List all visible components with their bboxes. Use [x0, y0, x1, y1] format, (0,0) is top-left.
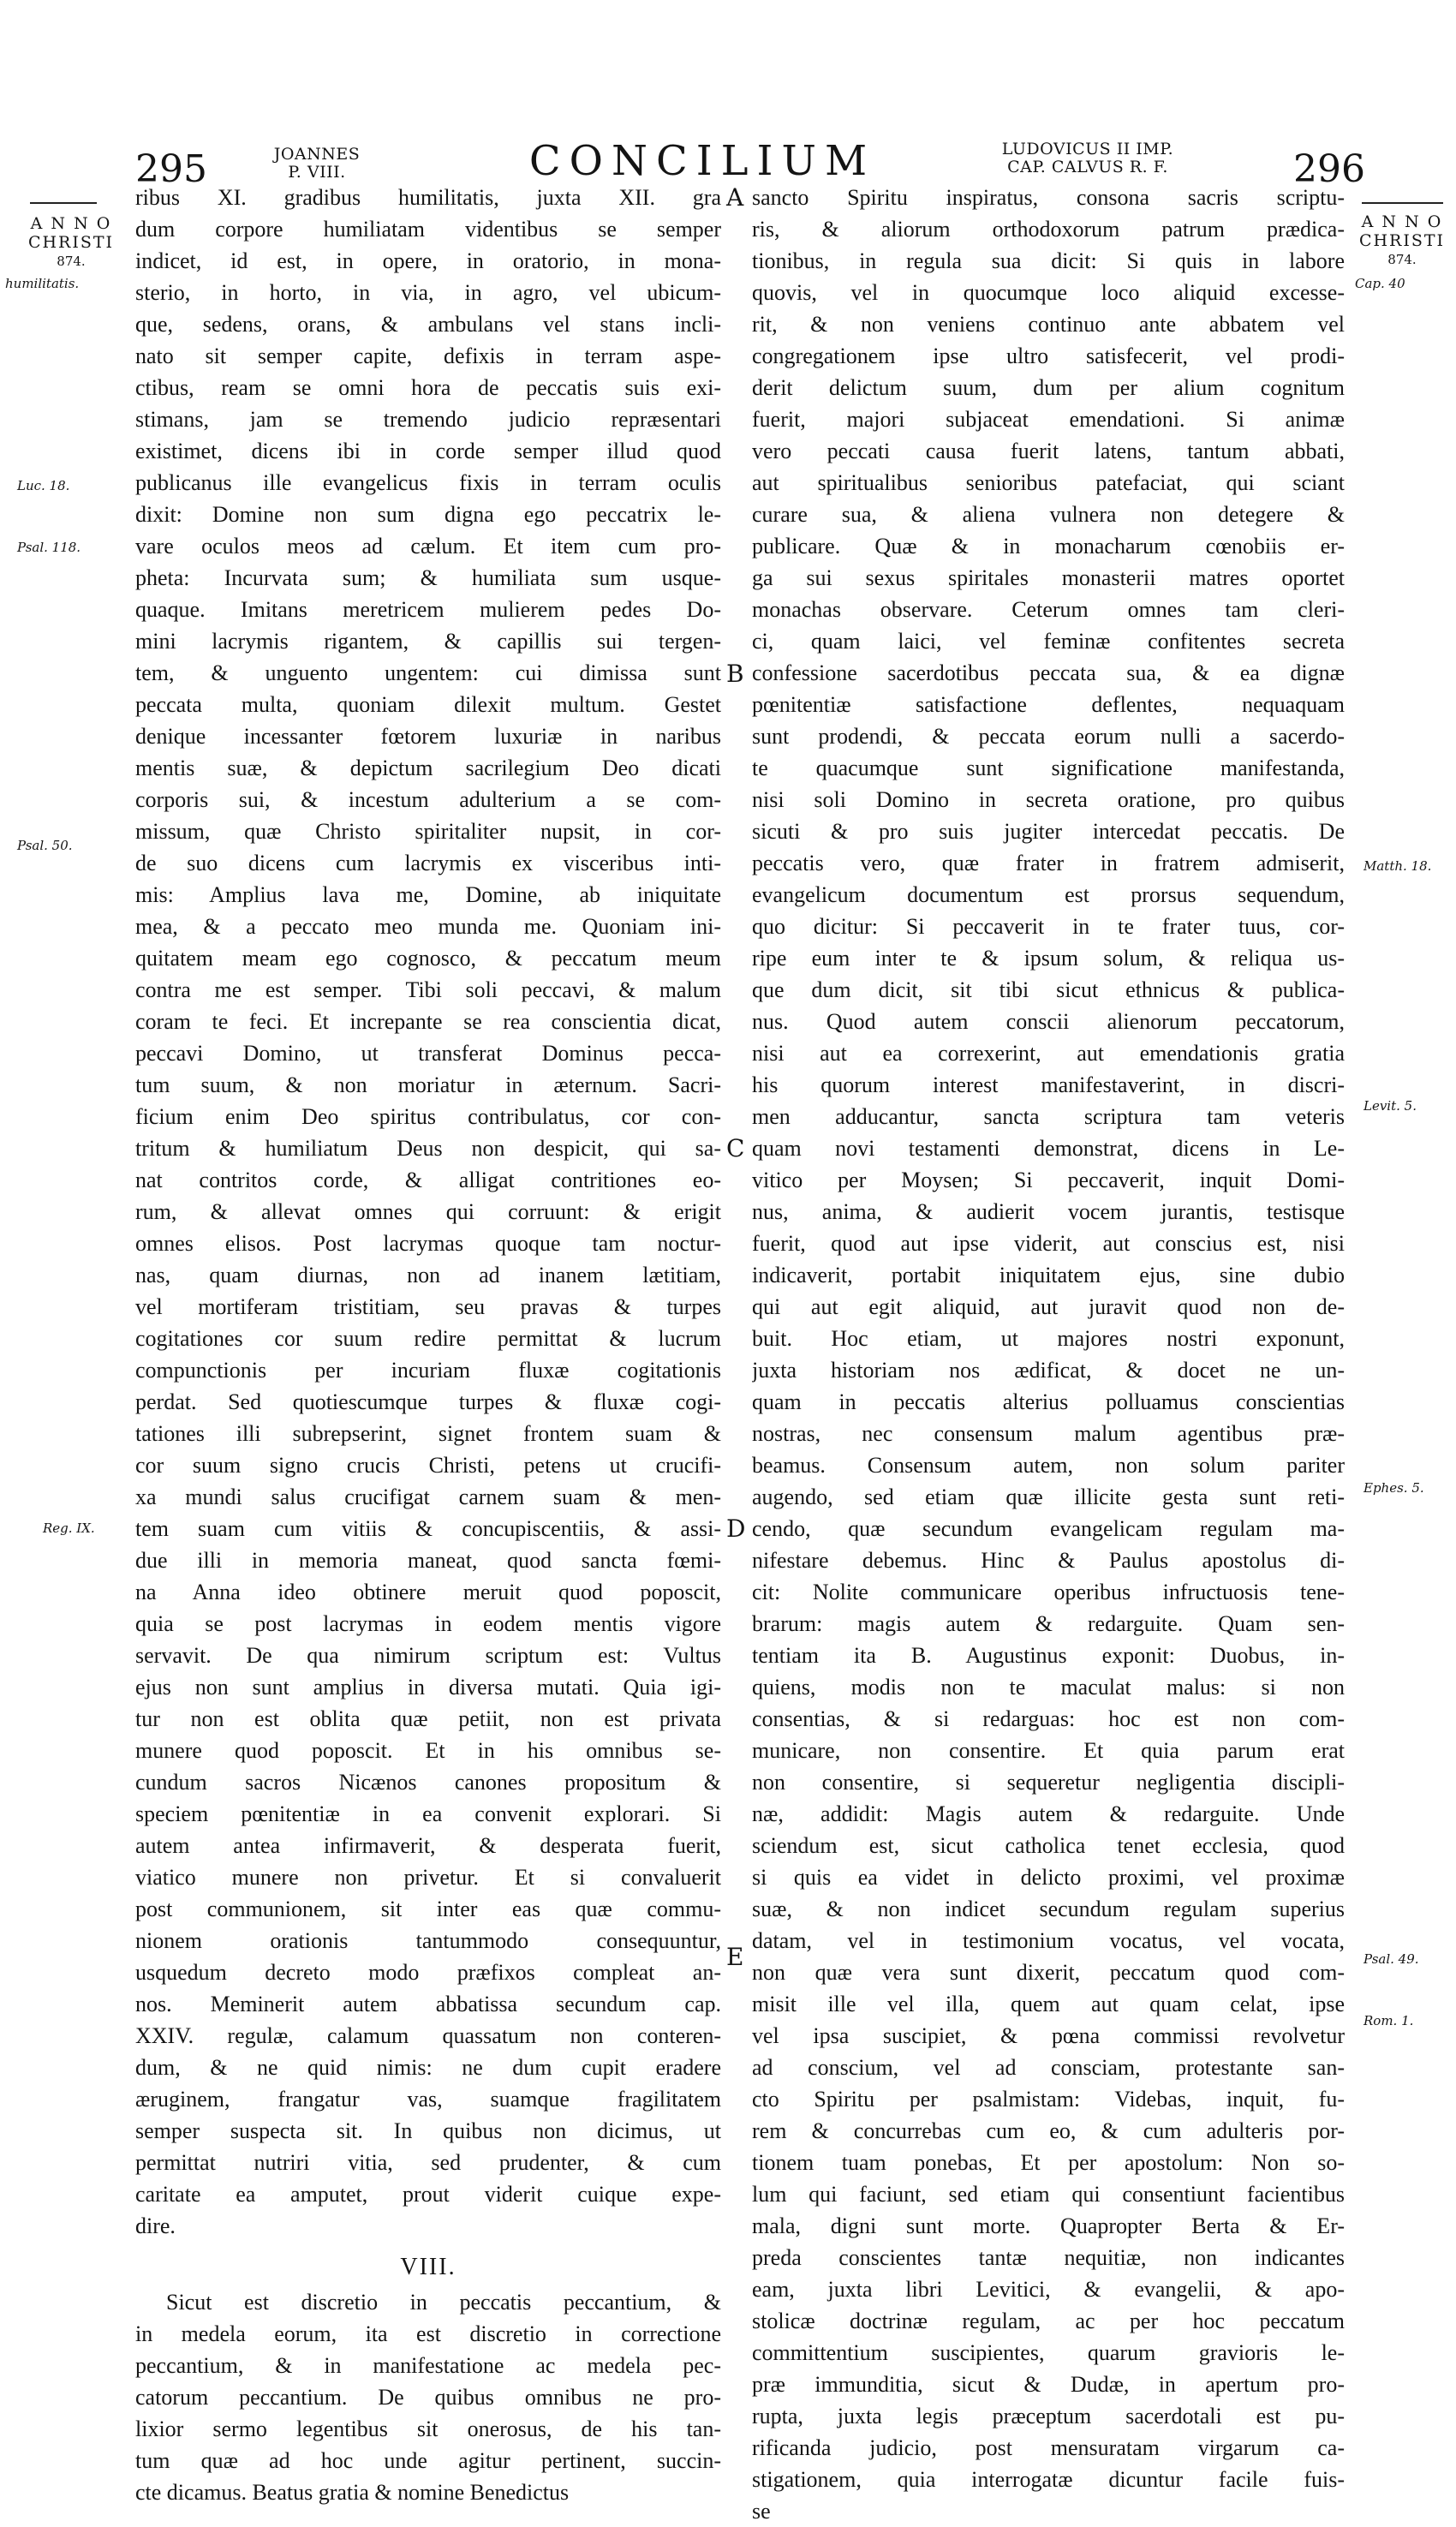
text-line: nato sit semper capite, defixis in terram aspe- — [135, 344, 721, 368]
text-line: fuerit, quod aut ipse viderit, aut conscius est, nisi — [752, 1231, 1345, 1256]
text-line: cendo, quæ secundum evangelicam regulam ma- — [752, 1516, 1345, 1541]
text-line: corporis sui, & incestum adulterium a se com- — [135, 787, 721, 812]
running-head-right-line2: CAP. CALVUS R. F. — [1007, 158, 1168, 176]
text-line: nus. Quod autem conscii alienorum peccatorum, — [752, 1009, 1345, 1034]
text-line: due illi in memoria maneat, quod sancta fœmi- — [135, 1548, 721, 1573]
text-line: nisi aut ea correxerint, aut emendationis gratia — [752, 1041, 1345, 1066]
text-line: mea, & a peccato meo munda me. Quoniam ini- — [135, 914, 721, 939]
text-line: publicanus ille evangelicus fixis in terram oculis — [135, 470, 721, 495]
text-line: nus, anima, & audierit vocem jurantis, testisque — [752, 1199, 1345, 1224]
margin-note-right: Rom. 1. — [1364, 2013, 1414, 2028]
text-line: vero peccati causa fuerit latens, tantum abbati, — [752, 439, 1345, 463]
margin-note-right: Matth. 18. — [1364, 858, 1432, 874]
text-line: congregationem ipse ultro satisfecerit, vel prodi- — [752, 344, 1345, 368]
text-line: sicuti & pro suis jugiter intercedat peccatis. De — [752, 819, 1345, 844]
anno-left-year: 874. — [57, 254, 86, 269]
section-heading: VIII. — [400, 2254, 456, 2280]
text-line: qui aut egit aliquid, aut juravit quod non de- — [752, 1294, 1345, 1319]
text-line: nat contritos corde, & alligat contritiones eo- — [135, 1168, 721, 1192]
running-head-right-line1: LUDOVICUS II IMP. — [1001, 140, 1174, 158]
text-line: cit: Nolite communicare operibus infructuosis tene- — [752, 1580, 1345, 1604]
text-line: nifestare debemus. Hinc & Paulus apostolus di- — [752, 1548, 1345, 1573]
text-line: rupta, juxta legis præceptum sacerdotali est pu- — [752, 2404, 1345, 2428]
text-line: peccantium, & in manifestatione ac medela pec- — [135, 2353, 721, 2378]
text-line: tur non est oblita quæ petiit, non est privata — [135, 1706, 721, 1731]
text-line: nionem orationis tantummodo consequuntur, — [135, 1928, 721, 1953]
text-line: his quorum interest manifestaverint, in discri- — [752, 1072, 1345, 1097]
text-line: municare, non consentire. Et quia parum erat — [752, 1738, 1345, 1763]
text-line: buit. Hoc etiam, ut majores nostri exponunt, — [752, 1326, 1345, 1351]
text-line: permittat nutriri vitia, sed prudenter, & cum — [135, 2150, 721, 2175]
margin-note-right: Levit. 5. — [1364, 1098, 1417, 1114]
text-line: misit ille vel illa, quem aut quam celat, ipse — [752, 1992, 1345, 2016]
text-line: sciendum est, sicut catholica tenet ecclesia, quod — [752, 1833, 1345, 1858]
page-title: CONCILIUM — [528, 137, 876, 185]
text-line: peccata multa, quoniam dilexit multum. Gestet — [135, 692, 721, 717]
text-line: rum, & allevat omnes qui corruunt: & erigit — [135, 1199, 721, 1224]
text-line: caritate ea amputet, prout viderit cuique expe- — [135, 2182, 721, 2207]
text-line: nos. Meminerit autem abbatissa secundum cap. — [135, 1992, 721, 2016]
text-line: de suo dicens cum lacrymis ex visceribus inti- — [135, 851, 721, 875]
text-line: peccatis vero, quæ frater in fratrem admiserit, — [752, 851, 1345, 875]
text-line: quam in peccatis alterius polluamus conscientias — [752, 1389, 1345, 1414]
text-line: mala, digni sunt morte. Quapropter Berta & Er- — [752, 2213, 1345, 2238]
text-line: existimet, dicens ibi in corde semper illud quod — [135, 439, 721, 463]
section-letter-d: D — [726, 1514, 746, 1543]
text-line: tentiam ita B. Augustinus exponit: Duobus, in- — [752, 1643, 1345, 1668]
text-line: semper suspecta sit. In quibus non dicimus, ut — [135, 2118, 721, 2143]
text-line: mini lacrymis rigantem, & capillis sui tergen- — [135, 629, 721, 654]
page-number-right: 296 — [1293, 147, 1365, 191]
left-column-body — [135, 182, 721, 2242]
margin-note-left: Luc. 18. — [17, 478, 70, 493]
running-head-left — [257, 146, 377, 182]
text-line: que, sedens, orans, & ambulans vel stans incli- — [135, 312, 721, 337]
text-line: cto Spiritu per psalmistam: Videbas, inquit, fu- — [752, 2087, 1345, 2112]
running-head-left-line1: JOANNES — [273, 145, 361, 164]
text-line: eam, juxta libri Levitici, & evangelii, & apo- — [752, 2277, 1345, 2302]
text-line: contra me est semper. Tibi soli peccavi, & malum — [135, 977, 721, 1002]
text-line: men adducantur, sancta scriptura tam veteris — [752, 1104, 1345, 1129]
text-line: xa mundi salus crucifigat carnem suam & men- — [135, 1485, 721, 1509]
text-line: curare sua, & aliena vulnera non detegere & — [752, 502, 1345, 527]
text-line: quo dicitur: Si peccaverit in te frater tuus, cor- — [752, 914, 1345, 939]
text-line: usquedum decreto modo præfixos compleat an- — [135, 1960, 721, 1985]
text-line: que dum dicit, sit tibi sicut ethnicus & publica- — [752, 977, 1345, 1002]
text-line: suæ, & non indicet secundum regulam superius — [752, 1897, 1345, 1921]
section-letter-c: C — [726, 1134, 745, 1162]
text-line: quam novi testamenti demonstrat, dicens in Le- — [752, 1136, 1345, 1161]
text-line: compunctionis per incuriam fluxæ cogitationis — [135, 1358, 721, 1383]
text-line: ris, & aliorum orthodoxorum patrum prædica- — [752, 217, 1345, 242]
text-line: nisi soli Domino in secreta oratione, pro quibus — [752, 787, 1345, 812]
anno-right-line1: A N N O — [1361, 212, 1443, 231]
text-line: confessione sacerdotibus peccata sua, & ea dignæ — [752, 660, 1345, 685]
text-line: fuerit, majori subjaceat emendationi. Si animæ — [752, 407, 1345, 432]
margin-note-right: Ephes. 5. — [1364, 1480, 1424, 1496]
text-line: non consentire, si sequeretur negligentia discipli- — [752, 1770, 1345, 1795]
text-line: quiens, modis non te maculat malus: si non — [752, 1675, 1345, 1700]
text-line: consentias, & si redarguas: hoc est non com- — [752, 1706, 1345, 1731]
text-line: tem, & unguento ungentem: cui dimissa sunt — [135, 660, 721, 685]
text-line: tem suam cum vitiis & concupiscentiis, & assi- — [135, 1516, 721, 1541]
text-line: cogitationes cor suum redire permittat & lucrum — [135, 1326, 721, 1351]
text-line: perdat. Sed quotiescumque turpes & fluxæ cogi- — [135, 1389, 721, 1414]
text-line: indicet, id est, in opere, in oratorio, in mona- — [135, 248, 721, 273]
text-line: quaque. Imitans meretricem mulierem pedes Do- — [135, 597, 721, 622]
margin-note-right: Cap. 40 — [1355, 276, 1405, 291]
text-line: tionibus, in regula sua dicit: Si quis in labore — [752, 248, 1345, 273]
text-line: denique incessanter fœtorem luxuriæ in naribus — [135, 724, 721, 749]
running-head-left-line2: P. VIII. — [288, 163, 346, 182]
running-head-right — [959, 140, 1216, 176]
text-line: præ immunditia, sicut & Dudæ, in apertum pro- — [752, 2372, 1345, 2397]
text-line: peccavi Domino, ut transferat Dominus pecca- — [135, 1041, 721, 1066]
text-line: rem & concurrebas cum eo, & cum adulteris por- — [752, 2118, 1345, 2143]
text-line: næ, addidit: Magis autem & redarguite. Unde — [752, 1801, 1345, 1826]
margin-note-left: Psal. 50. — [17, 838, 73, 853]
text-line: tum suum, & non moriatur in æternum. Sacri- — [135, 1072, 721, 1097]
text-line: publicare. Quæ & in monacharum cœnobiis er- — [752, 534, 1345, 559]
anno-left-line2: CHRISTI — [27, 233, 115, 252]
anno-christi-right — [1355, 212, 1449, 269]
anno-right-line2: CHRISTI — [1358, 231, 1446, 250]
header-rule-right — [1362, 202, 1443, 204]
text-line: æruginem, frangatur vas, suamque fragilitatem — [135, 2087, 721, 2112]
text-line: non quæ vera sunt dixerit, peccatum quod com- — [752, 1960, 1345, 1985]
text-line: quovis, vel in quocumque loco aliquid excesse- — [752, 280, 1345, 305]
text-line: se — [752, 2499, 771, 2524]
text-line: Sicut est discretio in peccatis peccantium, & — [166, 2290, 721, 2315]
text-line: missum, quæ Christo spiritaliter nupsit, in cor- — [135, 819, 721, 844]
text-line: autem antea infirmaverit, & desperata fuerit, — [135, 1833, 721, 1858]
text-line: rificanda judicio, post mensuratam virgarum ca- — [752, 2435, 1345, 2460]
header-rule-left — [30, 202, 97, 204]
text-line: ribus XI. gradibus humilitatis, juxta XII. gra — [135, 185, 721, 210]
section-letter-e: E — [726, 1943, 744, 1971]
right-column-body — [752, 182, 1345, 2527]
text-line: omnes elisos. Post lacrymas quoque tam noctur- — [135, 1231, 721, 1256]
text-line: ci, quam laici, vel feminæ confitentes secreta — [752, 629, 1345, 654]
text-line: sancto Spiritu inspiratus, consona sacris scriptu- — [752, 185, 1345, 210]
text-line: ficium enim Deo spiritus contribulatus, cor con- — [135, 1104, 721, 1129]
text-line: cor suum signo crucis Christi, petens ut crucifi- — [135, 1453, 721, 1478]
text-line: munere quod poposcit. Et in his omnibus se- — [135, 1738, 721, 1763]
anno-left-line1: A N N O — [30, 214, 112, 233]
text-line: cte dicamus. Beatus gratia & nomine Benedictus — [135, 2480, 570, 2505]
anno-right-year: 874. — [1387, 252, 1417, 267]
text-line: beamus. Consensum autem, non solum pariter — [752, 1453, 1345, 1478]
text-line: stimans, jam se tremendo judicio repræsentari — [135, 407, 721, 432]
text-line: ad conscium, vel ad consciam, protestante san- — [752, 2055, 1345, 2080]
text-line: committentium suscipientes, quarum gravioris le- — [752, 2340, 1345, 2365]
anno-christi-left — [24, 214, 118, 271]
text-line: pheta: Incurvata sum; & humiliata sum usque- — [135, 565, 721, 590]
text-line: evangelicum documentum est prorsus sequendum, — [752, 882, 1345, 907]
text-line: vel ipsa suscipiet, & pœna commissi revolvetur — [752, 2023, 1345, 2048]
text-line: dum, & ne quid nimis: ne dum cupit eradere — [135, 2055, 721, 2080]
text-line: si quis ea videt in delicto proximi, vel proximæ — [752, 1865, 1345, 1890]
text-line: derit delictum suum, dum per alium cognitum — [752, 375, 1345, 400]
text-line: ga sui sexus spiritales monasterii matres oportet — [752, 565, 1345, 590]
section-letter-b: B — [726, 660, 744, 688]
page-number-left: 295 — [135, 147, 207, 191]
text-line: nas, quam diurnas, non ad inanem lætitiam, — [135, 1263, 721, 1287]
text-line: dixit: Domine non sum digna ego peccatrix le- — [135, 502, 721, 527]
text-line: nostras, nec consensum malum agentibus præ- — [752, 1421, 1345, 1446]
text-line: rit, & non veniens continuo ante abbatem vel — [752, 312, 1345, 337]
text-line: ctibus, ream se omni hora de peccatis suis exi- — [135, 375, 721, 400]
text-line: XXIV. regulæ, calamum quassatum non conteren- — [135, 2023, 721, 2048]
text-line: te quacumque sunt significatione manifestanda, — [752, 756, 1345, 780]
text-line: juxta historiam nos ædificat, & docet ne un- — [752, 1358, 1345, 1383]
text-line: quia se post lacrymas in eodem mentis vigore — [135, 1611, 721, 1636]
text-line: tationes illi subrepserint, signet frontem suam & — [135, 1421, 721, 1446]
text-line: ejus non sunt amplius in diversa mutati. Quia igi- — [135, 1675, 721, 1700]
text-line: indicaverit, portabit iniquitatem ejus, sine dubio — [752, 1263, 1345, 1287]
margin-note-right: Psal. 49. — [1364, 1951, 1419, 1967]
text-line: vare oculos meos ad cælum. Et item cum pro- — [135, 534, 721, 559]
text-line: datam, vel in testimonium vocatus, vel vocata, — [752, 1928, 1345, 1953]
text-line: lum qui faciunt, sed etiam qui consentiunt facientibus — [752, 2182, 1345, 2207]
text-line: speciem pœnitentiæ in ea convenit explorari. Si — [135, 1801, 721, 1826]
text-line: cundum sacros Nicænos canones propositum & — [135, 1770, 721, 1795]
text-line: ripe eum inter te & ipsum solum, & reliqua us- — [752, 946, 1345, 971]
margin-note-left: humilitatis. — [5, 276, 80, 291]
text-line: monachas observare. Ceterum omnes tam cleri- — [752, 597, 1345, 622]
text-line: preda conscientes tantæ nequitiæ, non indicantes — [752, 2245, 1345, 2270]
text-line: tionem tuam ponebas, Et per apostolum: Non so- — [752, 2150, 1345, 2175]
text-line: lixior sermo legentibus sit onerosus, de his tan- — [135, 2416, 721, 2441]
text-line: mis: Amplius lava me, Domine, ab iniquitate — [135, 882, 721, 907]
text-line: dire. — [135, 2213, 176, 2238]
text-line: vitico per Moysen; Si peccaverit, inquit Domi- — [752, 1168, 1345, 1192]
text-line: viatico munere non privetur. Et si convaluerit — [135, 1865, 721, 1890]
section-letter-a: A — [726, 183, 744, 212]
text-line: post communionem, sit inter eas quæ commu- — [135, 1897, 721, 1921]
text-line: sterio, in horto, in via, in agro, vel ubicum- — [135, 280, 721, 305]
text-line: in medela eorum, ita est discretio in correctione — [135, 2321, 721, 2346]
text-line: catorum peccantium. De quibus omnibus ne pro- — [135, 2385, 721, 2410]
text-line: stigationem, quia interrogatæ dicuntur facile fuis- — [752, 2467, 1345, 2492]
text-line: coram te feci. Et increpante se rea conscientia dicat, — [135, 1009, 721, 1034]
text-line: na Anna ideo obtinere meruit quod poposcit, — [135, 1580, 721, 1604]
right-column — [752, 182, 1345, 2527]
text-line: tritum & humiliatum Deus non despicit, qui sa- — [135, 1136, 721, 1161]
text-line: aut spiritualibus senioribus patefaciat, qui sciant — [752, 470, 1345, 495]
text-line: servavit. De qua nimirum scriptum est: Vultus — [135, 1643, 721, 1668]
text-line: tum quæ ad hoc unde agitur pertinent, succin- — [135, 2448, 721, 2473]
text-line: pœnitentiæ satisfactione deflentes, nequaquam — [752, 692, 1345, 717]
text-line: sunt prodendi, & peccata eorum nulli a sacerdo- — [752, 724, 1345, 749]
margin-note-left: Psal. 118. — [17, 540, 81, 555]
left-column — [135, 182, 721, 2508]
text-line: stolicæ doctrinæ regulam, ac per hoc peccatum — [752, 2309, 1345, 2333]
text-line: brarum: magis autem & redarguite. Quam sen- — [752, 1611, 1345, 1636]
text-line: quitatem meam ego cognosco, & peccatum meum — [135, 946, 721, 971]
text-line: mentis suæ, & depictum sacrilegium Deo dicati — [135, 756, 721, 780]
text-line: augendo, sed etiam quæ illicite gesta sunt reti- — [752, 1485, 1345, 1509]
text-line: vel mortiferam tristitiam, seu pravas & turpes — [135, 1294, 721, 1319]
left-column-body-after — [135, 2286, 721, 2508]
margin-note-left: Reg. IX. — [43, 1520, 95, 1536]
text-line: dum corpore humiliatam videntibus se semper — [135, 217, 721, 242]
